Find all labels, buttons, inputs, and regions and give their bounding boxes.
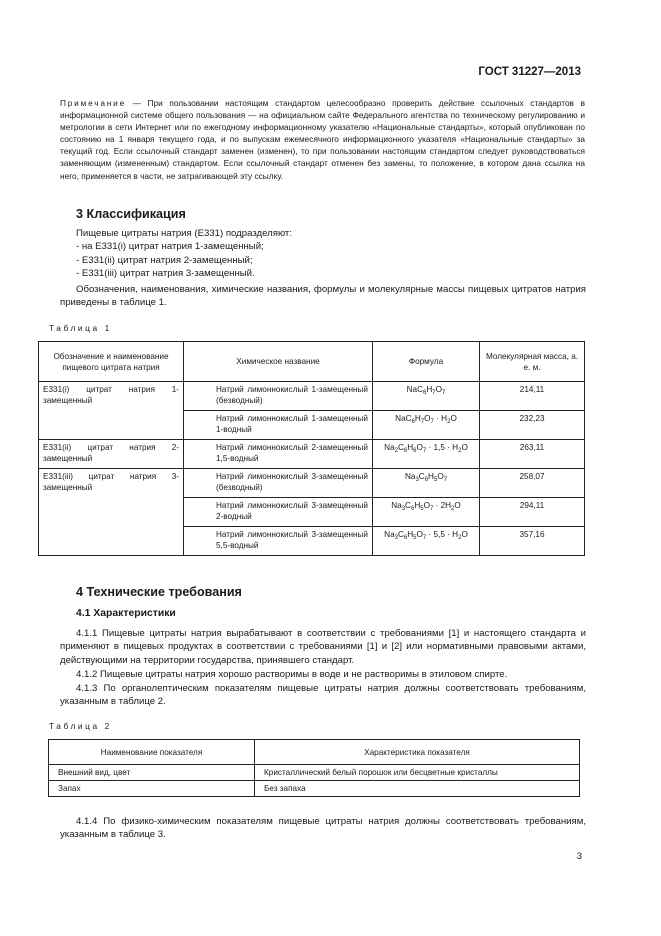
table-1-formula: $Na_2C_6H_6O_7 \cdot 1,5 \cdot H_2O$ [373, 440, 480, 469]
classification-item: - Е331(iii) цитрат натрия 3-замещенный. [76, 268, 255, 280]
table-2-header: Характеристика показателя [255, 740, 580, 765]
reference-note [60, 97, 585, 182]
table-2-header: Наименование показателя [49, 740, 255, 765]
table-1-header: Формула [373, 342, 480, 382]
table-1 [38, 341, 585, 556]
table-2-cell: Запах [49, 781, 255, 797]
table-1-cell: Натрий лимоннокислый 3-замещенный 2-водный [184, 498, 373, 527]
table-1-cell: 232,23 [480, 411, 585, 440]
table-2-cell: Без запаха [255, 781, 580, 797]
table-1-cell: 214,11 [480, 382, 585, 411]
note-text: — При пользовании настоящим стандартом целесообразно проверить действие ссылочных стандартов в информационной системе общего пользования — на официальном сайте Федерального агентства по техническому регулированию и метрологии в сети Интернет или по ежегодному информационному указателю «Национальные стандарты», который опубликован по состоянию на 1 января текущего года, и по выпускам ежемесячного информационного указателя «Национальные стандарты» за текущий год. Если ссылочный стандарт заменен (изменен), то при пользовании настоящим стандартом следует руководствоваться заменяющим (измененным) стандартом. Если ссылочный стандарт отменен без замены, то положение, в котором дана ссылка на него, применяется в части, не затрагивающей эту ссылку. [60, 98, 585, 181]
table-1-cell: 258,07 [480, 469, 585, 498]
table-1-cell: Натрий лимоннокислый 3-замещенный 5,5-водный [184, 527, 373, 556]
table-2-cell: Внешний вид, цвет [49, 765, 255, 781]
page-number: 3 [576, 851, 582, 862]
table-1-cell: Натрий лимоннокислый 1-замещенный (безводный) [184, 382, 373, 411]
table-2 [48, 739, 580, 797]
table-1-cell: Натрий лимоннокислый 1-замещенный 1-водный [184, 411, 373, 440]
table-1-formula: $NaC_6H_7O_7 \cdot H_2O$ [373, 411, 480, 440]
paragraph-4-1-1: 4.1.1 Пищевые цитраты натрия вырабатывают в соответствии с требованиями [1] и настоящего стандарта и применяют в пищевых продуктах в соответствии с требованиями [1] и [2] или нормативными правовыми актами, действующими на территории государства, принявшего стандарт. [60, 628, 586, 666]
table-1-formula: $NaC_6H_7O_7$ [373, 382, 480, 411]
table-1-cell: 357,16 [480, 527, 585, 556]
table-2-cell: Кристаллический белый порошок или бесцветные кристаллы [255, 765, 580, 781]
table-1-formula: $Na_3C_6H_5O_7$ [373, 469, 480, 498]
table-1-caption: Таблица 1 [49, 323, 112, 333]
classification-intro: Пищевые цитраты натрия (Е331) подразделяют: [76, 228, 292, 239]
table-1-header: Молекулярная масса, а. е. м. [480, 342, 585, 382]
table-1-header: Обозначение и наименование пищевого цитрата натрия [39, 342, 184, 382]
paragraph-4-1-3: 4.1.3 По органолептическим показателям пищевые цитраты натрия должны соответствовать требованиям, указанным в таблице 2. [60, 683, 586, 708]
section-3-body [76, 227, 586, 281]
classification-outro: Обозначения, наименования, химические названия, формулы и молекулярные массы пищевых цитратов натрия приведены в таблице 1. [60, 284, 586, 309]
table-2-caption: Таблица 2 [49, 721, 112, 731]
table-1-cell: Натрий лимоннокислый 2-замещенный 1,5-водный [184, 440, 373, 469]
document-header: ГОСТ 31227—2013 [478, 66, 581, 78]
table-1-group-cell: Е331(ii) цитрат натрия 2-замещенный [39, 440, 184, 469]
paragraph-4-1-4: 4.1.4 По физико-химическим показателям пищевые цитраты натрия должны соответствовать требованиям, указанным в таблице 3. [60, 816, 586, 841]
table-1-header: Химическое название [184, 342, 373, 382]
note-lead: Примечание [60, 98, 127, 108]
table-1-cell: 294,11 [480, 498, 585, 527]
paragraph-4-1-2: 4.1.2 Пищевые цитраты натрия хорошо растворимы в воде и не растворимы в этиловом спирте. [76, 669, 508, 680]
classification-item: - на Е331(i) цитрат натрия 1-замещенный; [76, 241, 264, 253]
table-1-formula: $Na_3C_6H_5O_7 \cdot 2H_2O$ [373, 498, 480, 527]
section-3-title: 3 Классификация [76, 207, 186, 221]
table-1-group-cell: Е331(i) цитрат натрия 1-замещенный [39, 382, 184, 440]
section-4-title: 4 Технические требования [76, 585, 242, 599]
table-1-formula: $Na_3C_6H_5O_7 \cdot 5,5 \cdot H_2O$ [373, 527, 480, 556]
table-1-cell: 263,11 [480, 440, 585, 469]
table-1-cell: Натрий лимоннокислый 3-замещенный (безводный) [184, 469, 373, 498]
subsection-4-1-title: 4.1 Характеристики [76, 608, 176, 619]
classification-item: - Е331(ii) цитрат натрия 2-замещенный; [76, 254, 253, 266]
table-1-group-cell: Е331(iii) цитрат натрия 3-замещенный [39, 469, 184, 556]
